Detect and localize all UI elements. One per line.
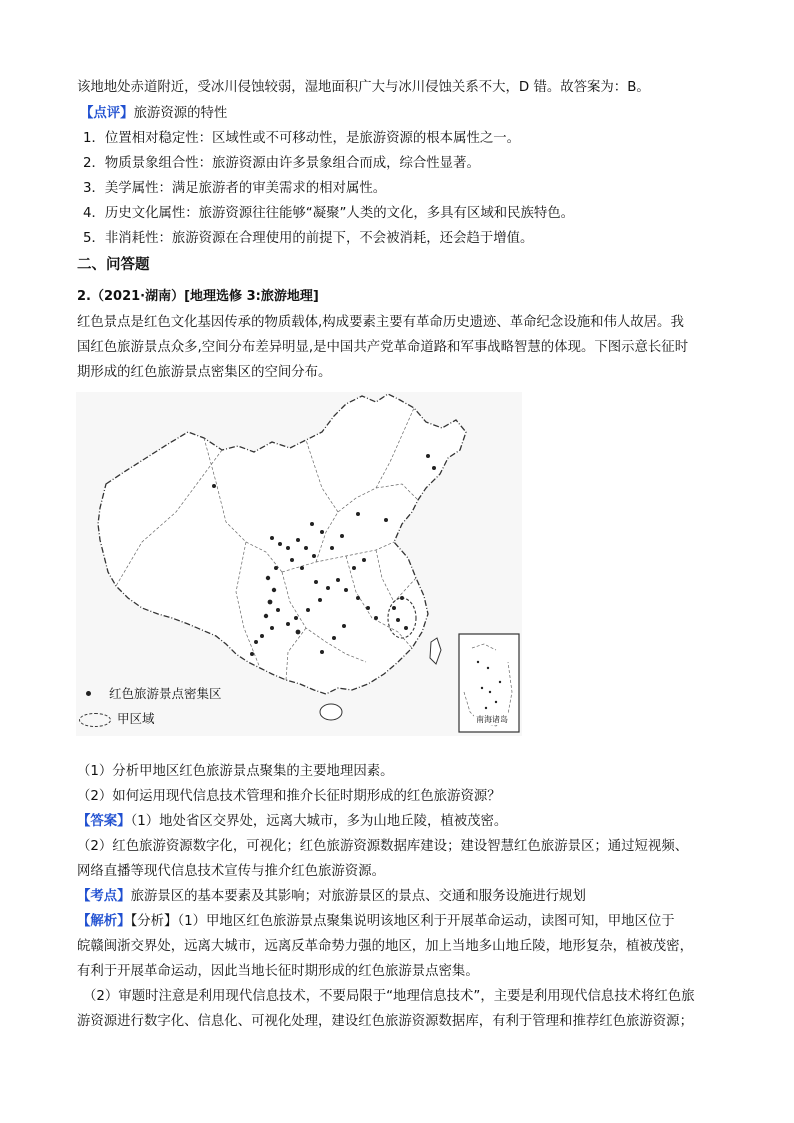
jiexi-line: 皖赣闽浙交界处，远离大城市，远离反革命势力强的地区，加上当地多山地丘陵，地形复杂，植被茂密，: [77, 939, 693, 954]
legend-dots-label: 红色旅游景点密集区: [109, 686, 222, 701]
china-map-figure: [76, 392, 522, 736]
jiexi-line: （2）审题时注意是利用现代信息技术，不要局限于“地理信息技术”，主要是利用现代信息技术将红色旅: [83, 989, 695, 1004]
question-stem-line: 红色景点是红色文化基因传承的物质载体,构成要素主要有革命历史遗迹、革命纪念设施和伟人故居。我: [77, 315, 684, 330]
section-title: 二、问答题: [77, 257, 150, 273]
question-stem-line: 期形成的红色旅游景点密集区的空间分布。: [77, 365, 332, 380]
question-number: 2.（2021·湖南）[地理选修 3:旅游地理]: [77, 289, 319, 304]
jiexi-line: 有利于开展革命运动，因此当地长征时期形成的红色旅游景点密集。: [77, 964, 479, 979]
review-item: 2．物质景象组合性：旅游资源由许多景象组合而成，综合性显著。: [83, 156, 480, 171]
review-item: 3．美学属性：满足旅游者的审美需求的相对属性。: [83, 181, 387, 196]
review-item: 4．历史文化属性：旅游资源往往能够“凝聚”人类的文化，多具有区域和民族特色。: [83, 206, 575, 221]
legend-area: [76, 709, 155, 727]
jiexi-tag: 【解析】: [77, 914, 131, 929]
legend-area-label: 甲区域: [117, 711, 155, 726]
kaodian-text: 旅游景区的基本要素及其影响；对旅游景区的景点、交通和服务设施进行规划: [130, 889, 586, 904]
question-stem-line: 国红色旅游景点众多,空间分布差异明显,是中国共产党革命道路和军事战略智慧的体现。下图示意长征时: [77, 340, 689, 355]
intro-line: 该地地处赤道附近，受冰川侵蚀较弱，湿地面积广大与冰川侵蚀关系不大，D 错。故答案为：B。: [77, 80, 650, 95]
answer-line: [77, 812, 717, 832]
answer-tag: 【答案】: [77, 814, 131, 829]
kaodian-line: [77, 887, 717, 907]
answer-line: 网络直播等现代信息技术宣传与推介红色旅游资源。: [77, 864, 385, 879]
legend-dots: [76, 684, 222, 702]
kaodian-tag: 【考点】: [77, 889, 131, 904]
review-title: 旅游资源的特性: [133, 106, 228, 121]
inset-label: 南海诸岛: [476, 715, 508, 724]
review-tag: 【点评】: [80, 106, 134, 121]
dashed-ellipse-icon: [79, 713, 111, 727]
sub-question: （1）分析甲地区红色旅游景点聚集的主要地理因素。: [77, 764, 394, 779]
jiexi-line: [77, 912, 717, 932]
answer-text: （1）地处省区交界处，远离大城市，多为山地丘陵，植被茂密。: [130, 814, 508, 829]
dot-icon: [86, 691, 91, 696]
review-item: 5．非消耗性：旅游资源在合理使用的前提下，不会被消耗，还会趋于增值。: [83, 231, 534, 246]
sub-question: （2）如何运用现代信息技术管理和推介长征时期形成的红色旅游资源？: [77, 789, 501, 804]
hainan-island: [320, 704, 342, 720]
jiexi-line: 游资源进行数字化、信息化、可视化处理，建设红色旅游资源数据库，有利于管理和推荐红色旅游资源；: [77, 1014, 693, 1029]
answer-line: （2）红色旅游资源数字化，可视化；红色旅游资源数据库建设；建设智慧红色旅游景区；通过短视频、: [77, 839, 689, 854]
review-item: 1．位置相对稳定性：区域性或不可移动性，是旅游资源的根本属性之一。: [83, 131, 521, 146]
review-heading: [80, 104, 720, 124]
jiexi-text: 【分析】（1）甲地区红色旅游景点聚集说明该地区利于开展革命运动，读图可知，甲地区位于: [130, 914, 675, 929]
